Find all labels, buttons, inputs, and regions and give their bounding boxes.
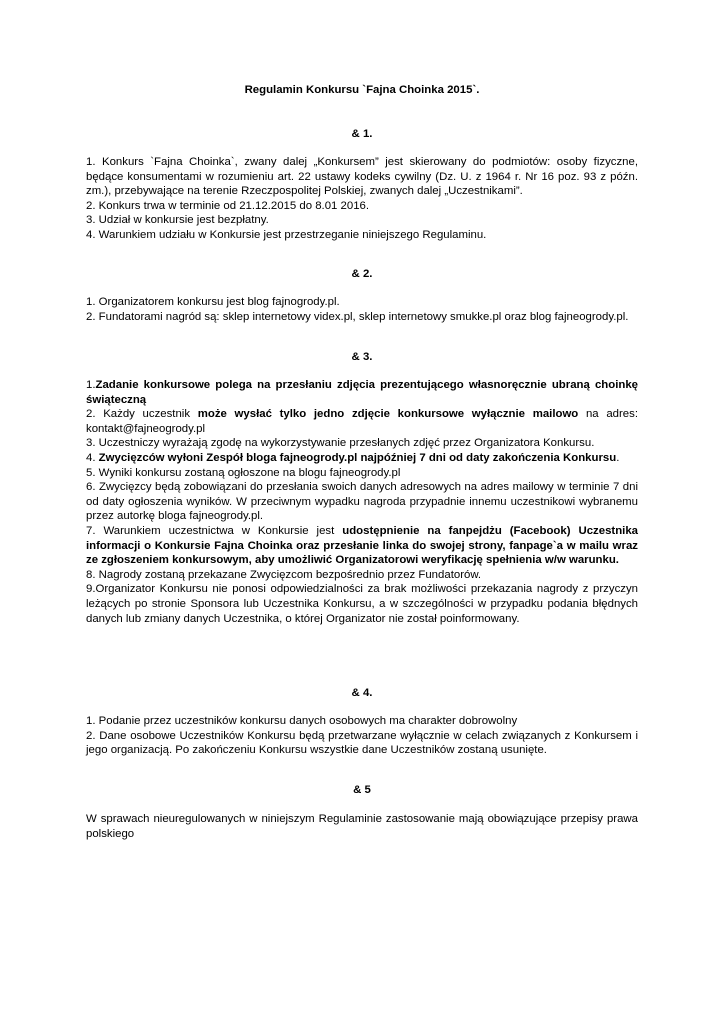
section-1-item-3: 3. Udział w konkursie jest bezpłatny. bbox=[86, 214, 269, 227]
section-3-item-8: 8. Nagrody zostaną przekazane Zwycięzcom bezpośrednio przez Fundatorów. bbox=[86, 568, 482, 581]
section-3-item-4 bbox=[86, 451, 638, 466]
item-1-bold-text: Zadanie konkursowe polega na przesłaniu zdjęcia prezentującego własnoręcznie ubraną choinkę świąteczną bbox=[86, 379, 638, 406]
section-2-body bbox=[86, 295, 638, 324]
item-7-bold-text: udostępnienie na fanpejdżu (Facebook) Uczestnika informacji o Konkursie Fajna Choinka oraz przesłanie linka do swojej strony, fanpage`a w mailu wraz ze zgłoszeniem konkursowym, aby umożliwić Organizatorowi weryfikację spełnienia w/w warunku. bbox=[86, 524, 638, 567]
section-3-item-2 bbox=[86, 407, 638, 436]
section-3-item-7 bbox=[86, 524, 638, 568]
section-2-item-2: 2. Fundatorami nagród są: sklep internetowy videx.pl, sklep internetowy smukke.pl oraz blog fajneogrody.pl. bbox=[86, 310, 629, 323]
section-3-item-5: 5. Wyniki konkursu zostaną ogłoszone na blogu fajneogrody.pl bbox=[86, 466, 401, 479]
item-7-prefix: 7. Warunkiem uczestnictwa w Konkursie jest bbox=[86, 524, 343, 537]
section-3-item-9: 9.Organizator Konkursu nie ponosi odpowiedzialności za brak możliwości przekazania nagrody z przyczyn leżących po stronie Sponsora lub Uczestnika Konkursu, a w szczególności w przypadku podania błędnych danych lub zmiany danych Uczestnika, o której Organizator nie został poinformowany. bbox=[86, 583, 638, 625]
section-2-item-1: 1. Organizatorem konkursu jest blog fajnogrody.pl. bbox=[86, 296, 340, 308]
item-2-suffix: na adres: kontakt@fajneogrody.pl bbox=[86, 408, 638, 435]
section-3-item-3: 3. Uczestniczy wyrażają zgodę na wykorzystywanie przesłanych zdjęć przez Organizatora Konkursu. bbox=[86, 437, 595, 450]
item-2-prefix: 2. Każdy uczestnik bbox=[86, 408, 198, 421]
section-5-heading: & 5 bbox=[353, 784, 371, 796]
section-4-item-2: 2. Dane osobowe Uczestników Konkursu będą przetwarzane wyłącznie w celach związanych z Konkursem i jego organizacją. Po zakończeniu Konkursu wszystkie dane Uczestników zostaną usunięte. bbox=[86, 729, 638, 757]
section-4-heading: & 4. bbox=[351, 687, 373, 699]
item-4-prefix: 4. bbox=[86, 451, 99, 464]
section-3-item-6: 6. Zwycięzcy będą zobowiązani do przesłania swoich danych adresowych na adres mailowy w terminie 7 dni od daty ogłoszenia wyników. W przeciwnym wypadku nagroda przypadnie innemu uczestnikowi wybranemu przez autorkę bloga fajneogrody.pl. bbox=[86, 481, 638, 523]
section-5-body bbox=[86, 812, 638, 841]
section-1-item-1: 1. Konkurs `Fajna Choinka`, zwany dalej „Konkursem” jest skierowany do podmiotów: osoby fizyczne, będące konsumentami w rozumieniu art. 22 ustawy kodeks cywilny (Dz. U. z 1964 r. Nr 16 poz. 93 z późn. zm.), przebywające na terenie Rzeczpospolitej Polskiej, zwanych dalej „Uczestnikami”. bbox=[86, 156, 638, 198]
item-4-bold-text: Zwycięzców wyłoni Zespół bloga fajneogrody.pl najpóźniej 7 dni od daty zakończenia Konkursu bbox=[98, 451, 617, 464]
item-4-suffix: . bbox=[616, 451, 620, 464]
section-3-item-1 bbox=[86, 378, 638, 407]
section-3-body bbox=[86, 378, 638, 626]
item-1-number: 1. bbox=[86, 379, 96, 391]
section-1-item-2: 2. Konkurs trwa w terminie od 21.12.2015 do 8.01 2016. bbox=[86, 199, 370, 212]
section-4-item-1: 1. Podanie przez uczestników konkursu danych osobowych ma charakter dobrowolny bbox=[86, 715, 518, 727]
document-title: Regulamin Konkursu `Fajna Choinka 2015`. bbox=[244, 84, 480, 96]
section-4-body bbox=[86, 714, 638, 758]
section-5-text: W sprawach nieuregulowanych w niniejszym Regulaminie zastosowanie mają obowiązujące przepisy prawa polskiego bbox=[86, 813, 638, 840]
item-2-bold-text: może wysłać tylko jedno zdjęcie konkursowe wyłącznie mailowo bbox=[197, 408, 579, 421]
section-1-item-4: 4. Warunkiem udziału w Konkursie jest przestrzeganie niniejszego Regulaminu. bbox=[86, 228, 487, 241]
section-2-heading: & 2. bbox=[351, 268, 373, 280]
section-1-heading: & 1. bbox=[351, 128, 373, 140]
section-3-heading: & 3. bbox=[351, 351, 373, 363]
section-1-body bbox=[86, 155, 638, 243]
